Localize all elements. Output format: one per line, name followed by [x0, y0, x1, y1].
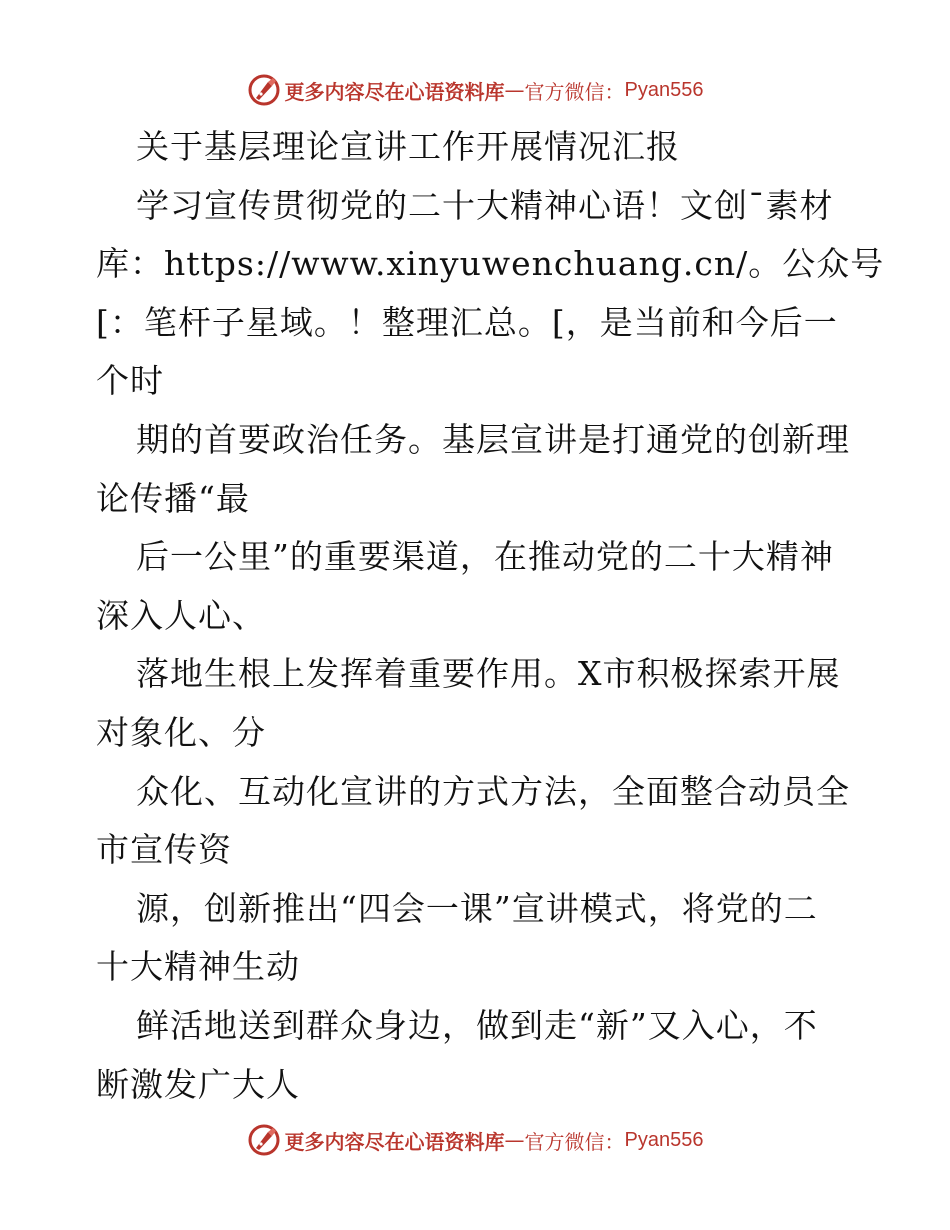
document-title: 关于基层理论宣讲工作开展情况汇报 — [136, 127, 680, 166]
body-line: 鲜活地送到群众身边，做到走“新”又入心，不 — [136, 1005, 818, 1045]
banner-wechat-label: 官方微信： — [524, 1129, 625, 1154]
banner-wechat-id: Pyan556 — [624, 78, 704, 101]
body-line: 源，创新推出“四会一课”宣讲模式，将党的二 — [136, 888, 818, 928]
body-line: 库：https://www.xinyuwenchuang.cn/。公众号 — [96, 244, 885, 284]
banner-wechat-label: 官方微信： — [524, 79, 625, 104]
body-line: 个时 — [96, 361, 164, 401]
pen-nib-logo-icon — [247, 73, 281, 107]
body-line: 落地生根上发挥着重要作用。X市积极探索开展 — [136, 654, 841, 694]
body-line: 十大精神生动 — [96, 947, 300, 987]
footer-banner[interactable] — [0, 1120, 950, 1160]
banner-separator: — — [504, 78, 525, 102]
body-line: 众化、互动化宣讲的方式方法，全面整合动员全 — [136, 771, 850, 811]
pen-nib-logo-icon — [247, 1123, 281, 1157]
banner-wechat-id: Pyan556 — [624, 1128, 704, 1151]
body-line: 后一公里”的重要渠道，在推动党的二十大精神 — [136, 537, 834, 577]
body-line: 断激发广大人 — [96, 1064, 300, 1104]
banner-separator: — — [504, 1128, 525, 1152]
header-banner[interactable] — [0, 70, 950, 110]
body-line: 市宣传资 — [96, 830, 232, 870]
body-line: 对象化、分 — [96, 712, 266, 752]
body-line: 深入人心、 — [96, 595, 266, 635]
body-line: 论传播“最 — [96, 478, 250, 518]
body-line: 学习宣传贯彻党的二十大精神心语！文创¯素材 — [136, 185, 834, 225]
banner-text: 更多内容尽在心语资料库 — [284, 79, 505, 104]
banner-text: 更多内容尽在心语资料库 — [284, 1129, 505, 1154]
body-line: 期的首要政治任务。基层宣讲是打通党的创新理 — [136, 419, 850, 459]
body-line: [：笔杆子星域。！整理汇总。[，是当前和今后一 — [96, 302, 838, 342]
document-body — [96, 118, 885, 1114]
